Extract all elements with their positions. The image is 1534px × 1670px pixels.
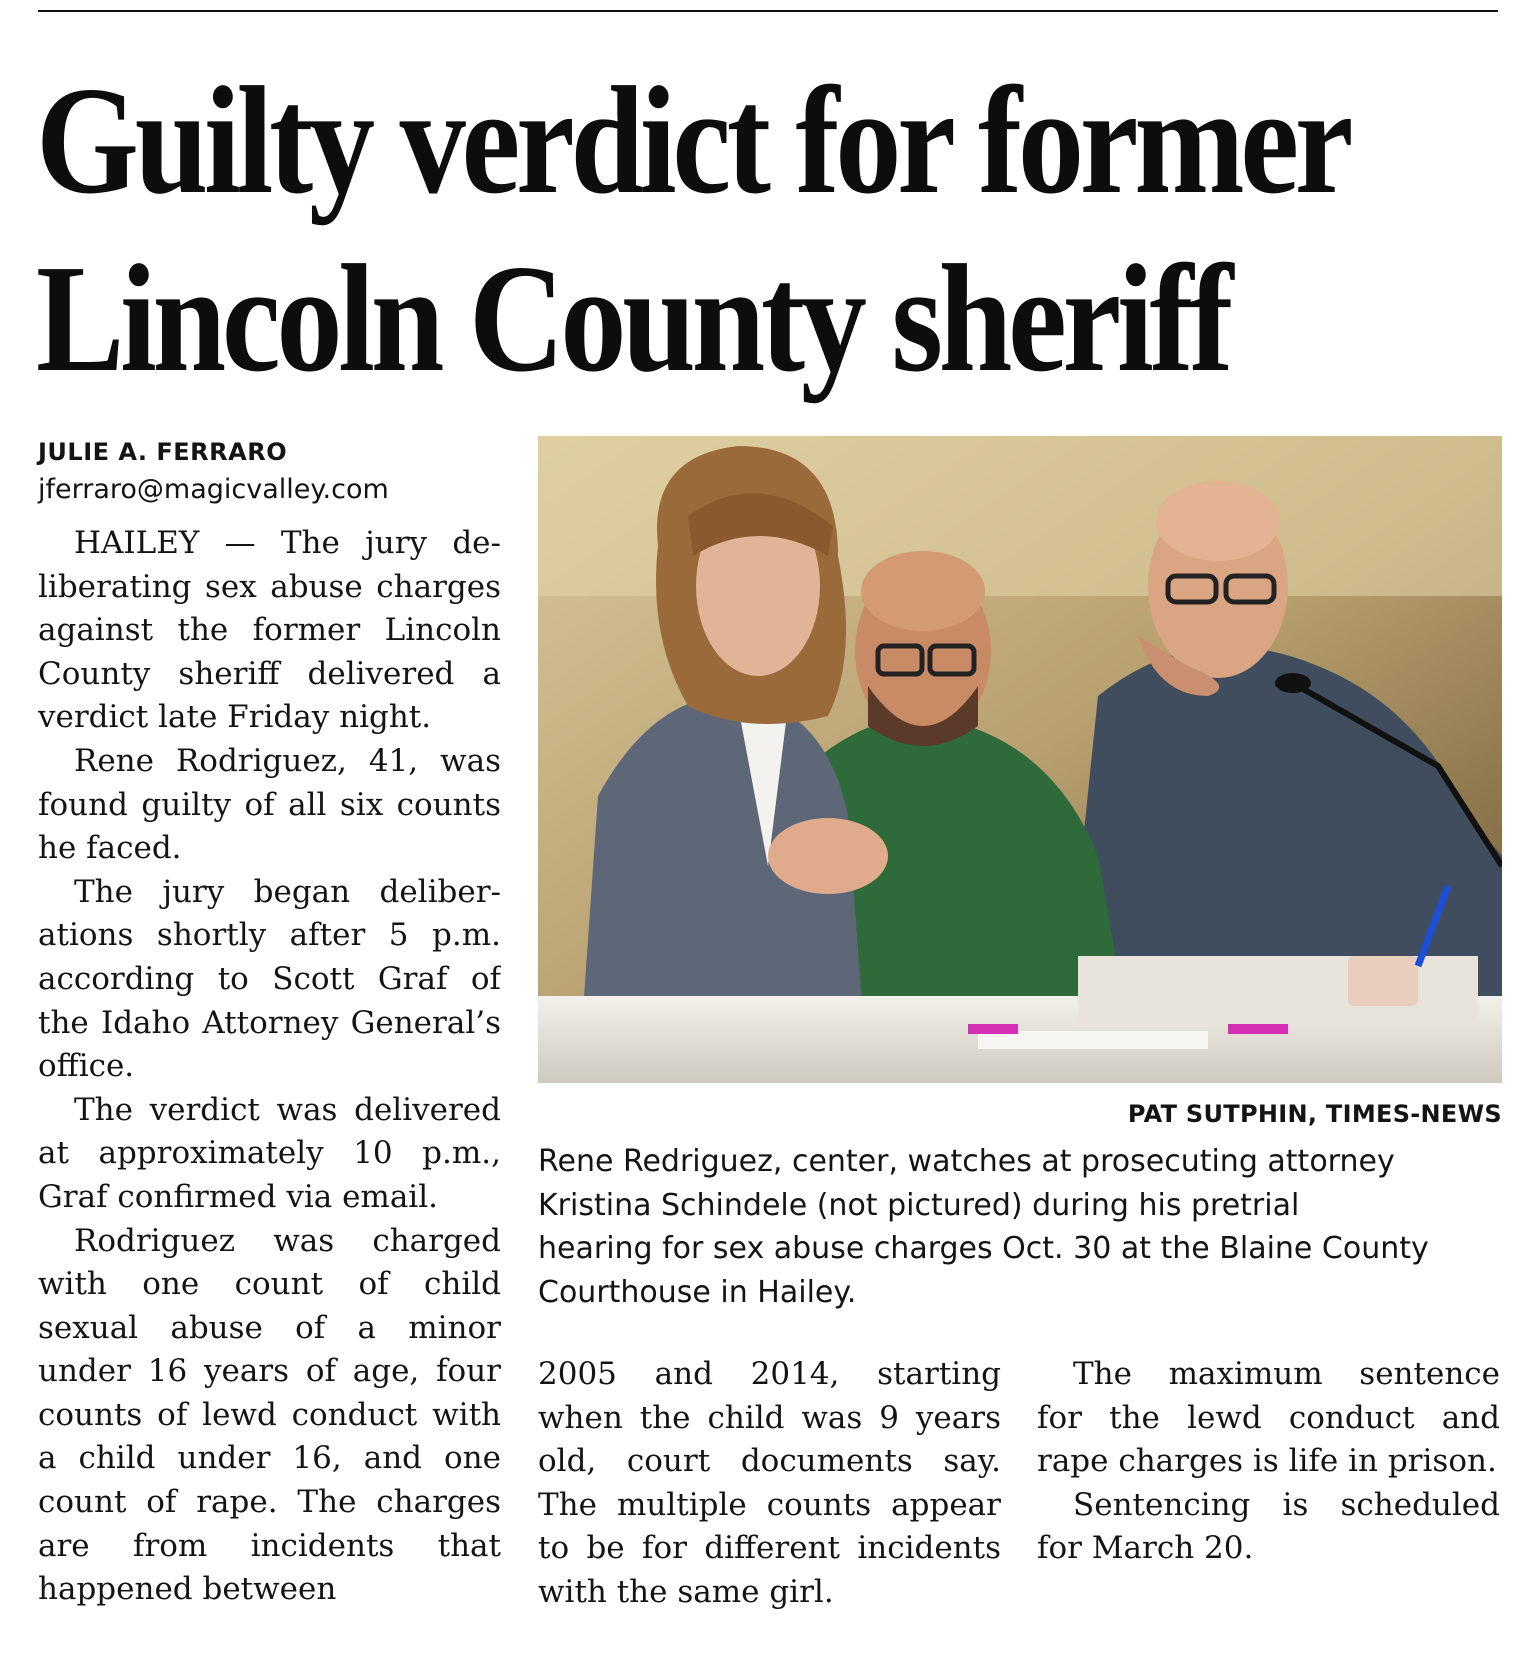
paragraph: The verdict was delivered at approximately 10 p.m., Graf confirmed via email. (38, 1091, 501, 1215)
paragraph: The maximum sentence for the lewd conduct and rape charges is life in prison. (1037, 1356, 1500, 1480)
article-column-1 (38, 522, 501, 1632)
byline-email: jferraro@magicvalley.com (38, 474, 389, 505)
paragraph: Rodriguez was charged with one count of child sexual abuse of a minor under 16 years of age, four counts of lewd conduct with a child under 16, and one count of rape. The charges are from incidents that happened between (38, 1222, 501, 1608)
caption-line: Courthouse in Hailey. (538, 1274, 857, 1310)
paragraph: 2005 and 2014, starting when the child was 9 years old, court documents say. The multiple counts appear to be for different incidents with the same girl. (538, 1356, 1001, 1610)
article-column-2 (538, 1353, 1001, 1615)
article-column-3 (1037, 1353, 1500, 1571)
courtroom-photo (538, 436, 1502, 1083)
paragraph: HAILEY — The jury deliberating sex abuse charges against the former Lincoln County sheriff delivered a verdict late Friday night. (38, 525, 501, 736)
byline-author: JULIE A. FERRARO (38, 438, 288, 466)
headline (36, 52, 1350, 408)
headline-line-1: Guilty verdict for former (36, 56, 1350, 226)
paragraph: Rene Rodriguez, 41, was found guilty of all six counts he faced. (38, 742, 501, 867)
caption-line: Rene Redriguez, center, watches at prosecuting attorney (538, 1144, 1395, 1179)
headline-line-2: Lincoln County sheriff (36, 234, 1230, 404)
photo-caption (538, 1140, 1502, 1314)
photo-credit: PAT SUTPHIN, TIMES-NEWS (1127, 1100, 1502, 1128)
paragraph: The jury began deliberations shortly after 5 p.m. according to Scott Graf of the Idaho Attorney General’s office. (38, 873, 501, 1085)
caption-line: Kristina Schindele (not pictured) during his pretrial (538, 1187, 1300, 1223)
courtroom-photo-illustration (538, 436, 1502, 1083)
top-rule (38, 10, 1498, 12)
paragraph: Sentencing is scheduled for March 20. (1037, 1486, 1500, 1567)
caption-line: hearing for sex abuse charges Oct. 30 at the Blaine County (538, 1231, 1429, 1266)
